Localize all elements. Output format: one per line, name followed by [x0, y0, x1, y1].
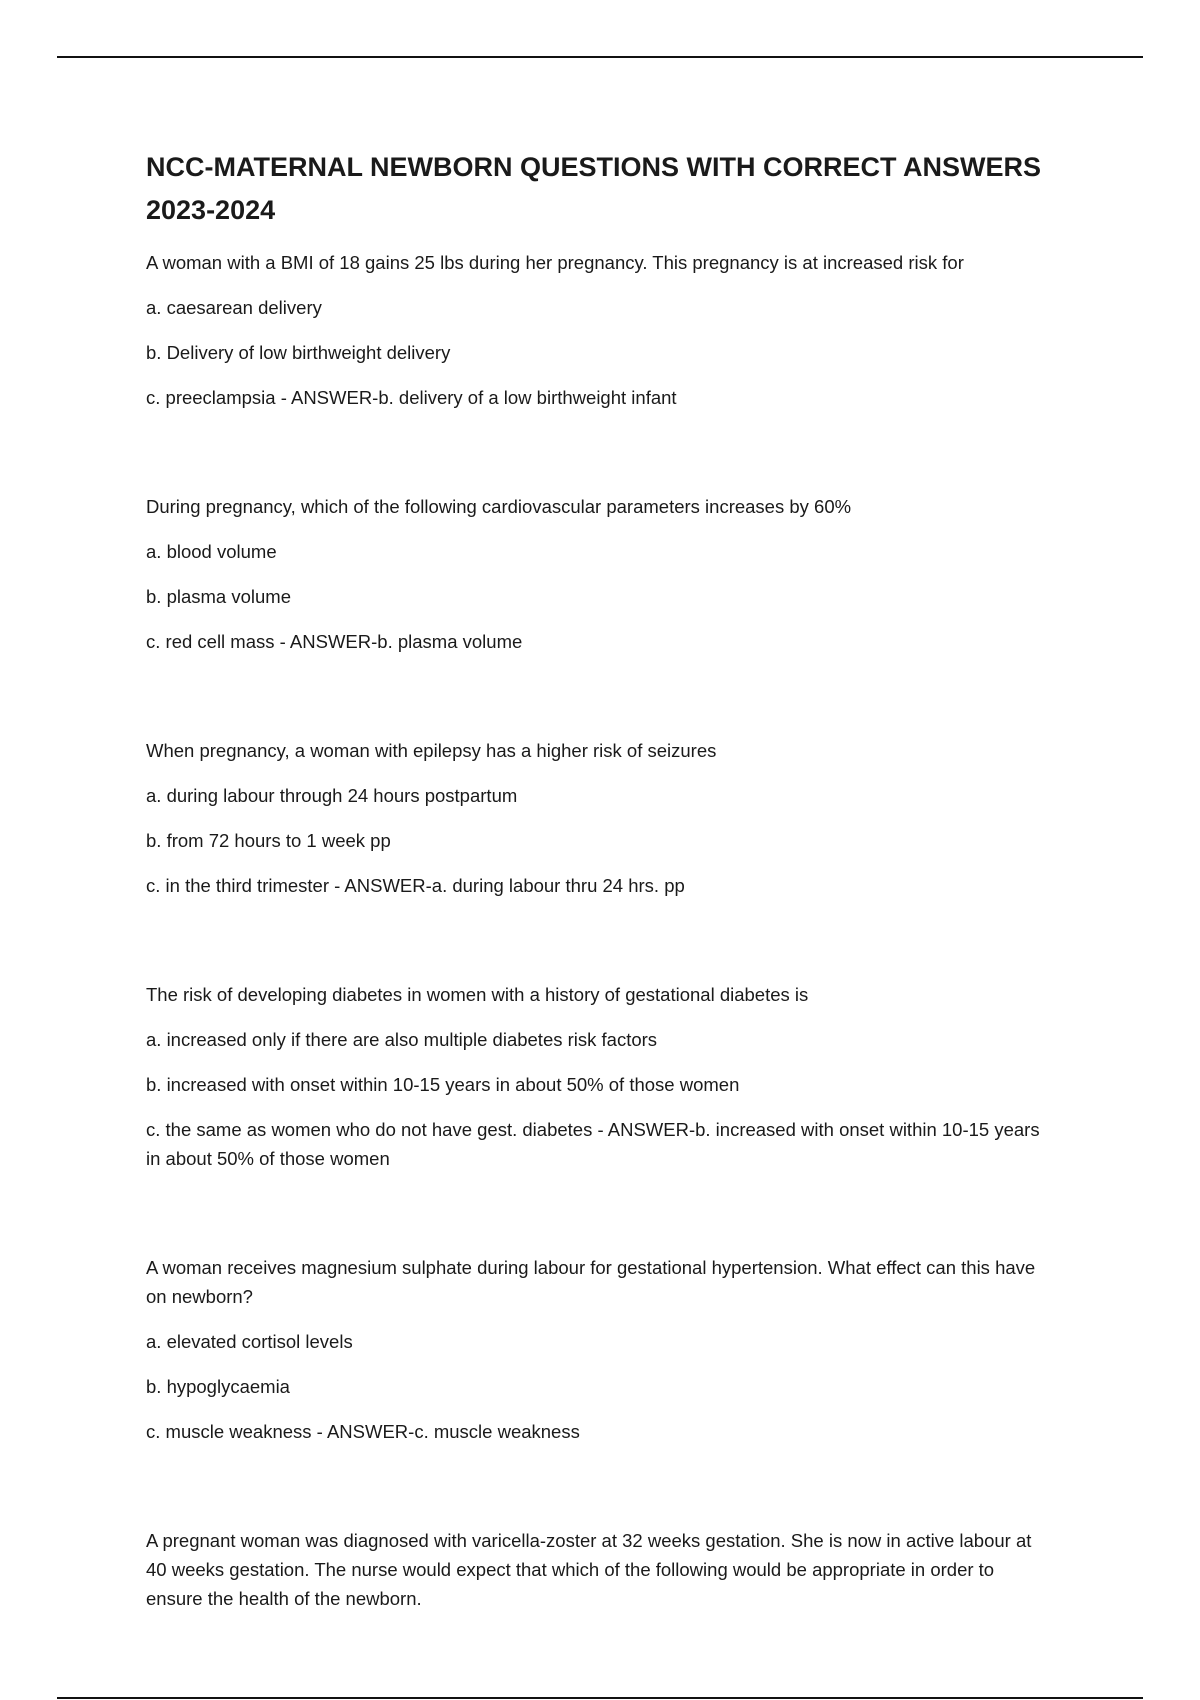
page-bottom-rule: [57, 1697, 1143, 1699]
answer-option: b. hypoglycaemia: [146, 1376, 290, 1397]
question-block: [146, 980, 1046, 1173]
answer-option: b. from 72 hours to 1 week pp: [146, 830, 391, 851]
answer-option: b. plasma volume: [146, 586, 291, 607]
question-block: [146, 1526, 1046, 1613]
answer-option: a. blood volume: [146, 541, 277, 562]
question-block: [146, 1253, 1046, 1446]
document-title: NCC-MATERNAL NEWBORN QUESTIONS WITH CORRECT ANSWERS 2023-2024: [146, 152, 1041, 225]
answer-option: c. the same as women who do not have gest. diabetes - ANSWER-b. increased with onset within 10-15 years in about 50% of those women: [146, 1119, 1040, 1169]
answer-option: c. red cell mass - ANSWER-b. plasma volume: [146, 631, 523, 652]
question-block: [146, 248, 1046, 412]
question-text: When pregnancy, a woman with epilepsy has a higher risk of seizures: [146, 740, 717, 761]
document-body: [146, 146, 1046, 1629]
answer-option: b. Delivery of low birthweight delivery: [146, 342, 451, 363]
answer-option: c. preeclampsia - ANSWER-b. delivery of a low birthweight infant: [146, 387, 677, 408]
answer-option: c. in the third trimester - ANSWER-a. during labour thru 24 hrs. pp: [146, 875, 685, 896]
question-block: [146, 736, 1046, 900]
answer-option: c. muscle weakness - ANSWER-c. muscle weakness: [146, 1421, 580, 1442]
answer-option: a. during labour through 24 hours postpartum: [146, 785, 518, 806]
answer-option: b. increased with onset within 10-15 years in about 50% of those women: [146, 1074, 740, 1095]
question-text: A pregnant woman was diagnosed with varicella-zoster at 32 weeks gestation. She is now in active labour at 40 weeks gestation. The nurse would expect that which of the following would be appropriate in order to ensure the health of the newborn.: [146, 1530, 1032, 1609]
question-block: [146, 492, 1046, 656]
page-top-rule: [57, 56, 1143, 58]
question-text: A woman with a BMI of 18 gains 25 lbs during her pregnancy. This pregnancy is at increased risk for: [146, 252, 964, 273]
answer-option: a. increased only if there are also multiple diabetes risk factors: [146, 1029, 658, 1050]
answer-option: a. caesarean delivery: [146, 297, 322, 318]
question-text: The risk of developing diabetes in women with a history of gestational diabetes is: [146, 984, 809, 1005]
answer-option: a. elevated cortisol levels: [146, 1331, 353, 1352]
question-text: A woman receives magnesium sulphate during labour for gestational hypertension. What effect can this have on newborn?: [146, 1257, 1036, 1307]
question-text: During pregnancy, which of the following cardiovascular parameters increases by 60%: [146, 496, 852, 517]
